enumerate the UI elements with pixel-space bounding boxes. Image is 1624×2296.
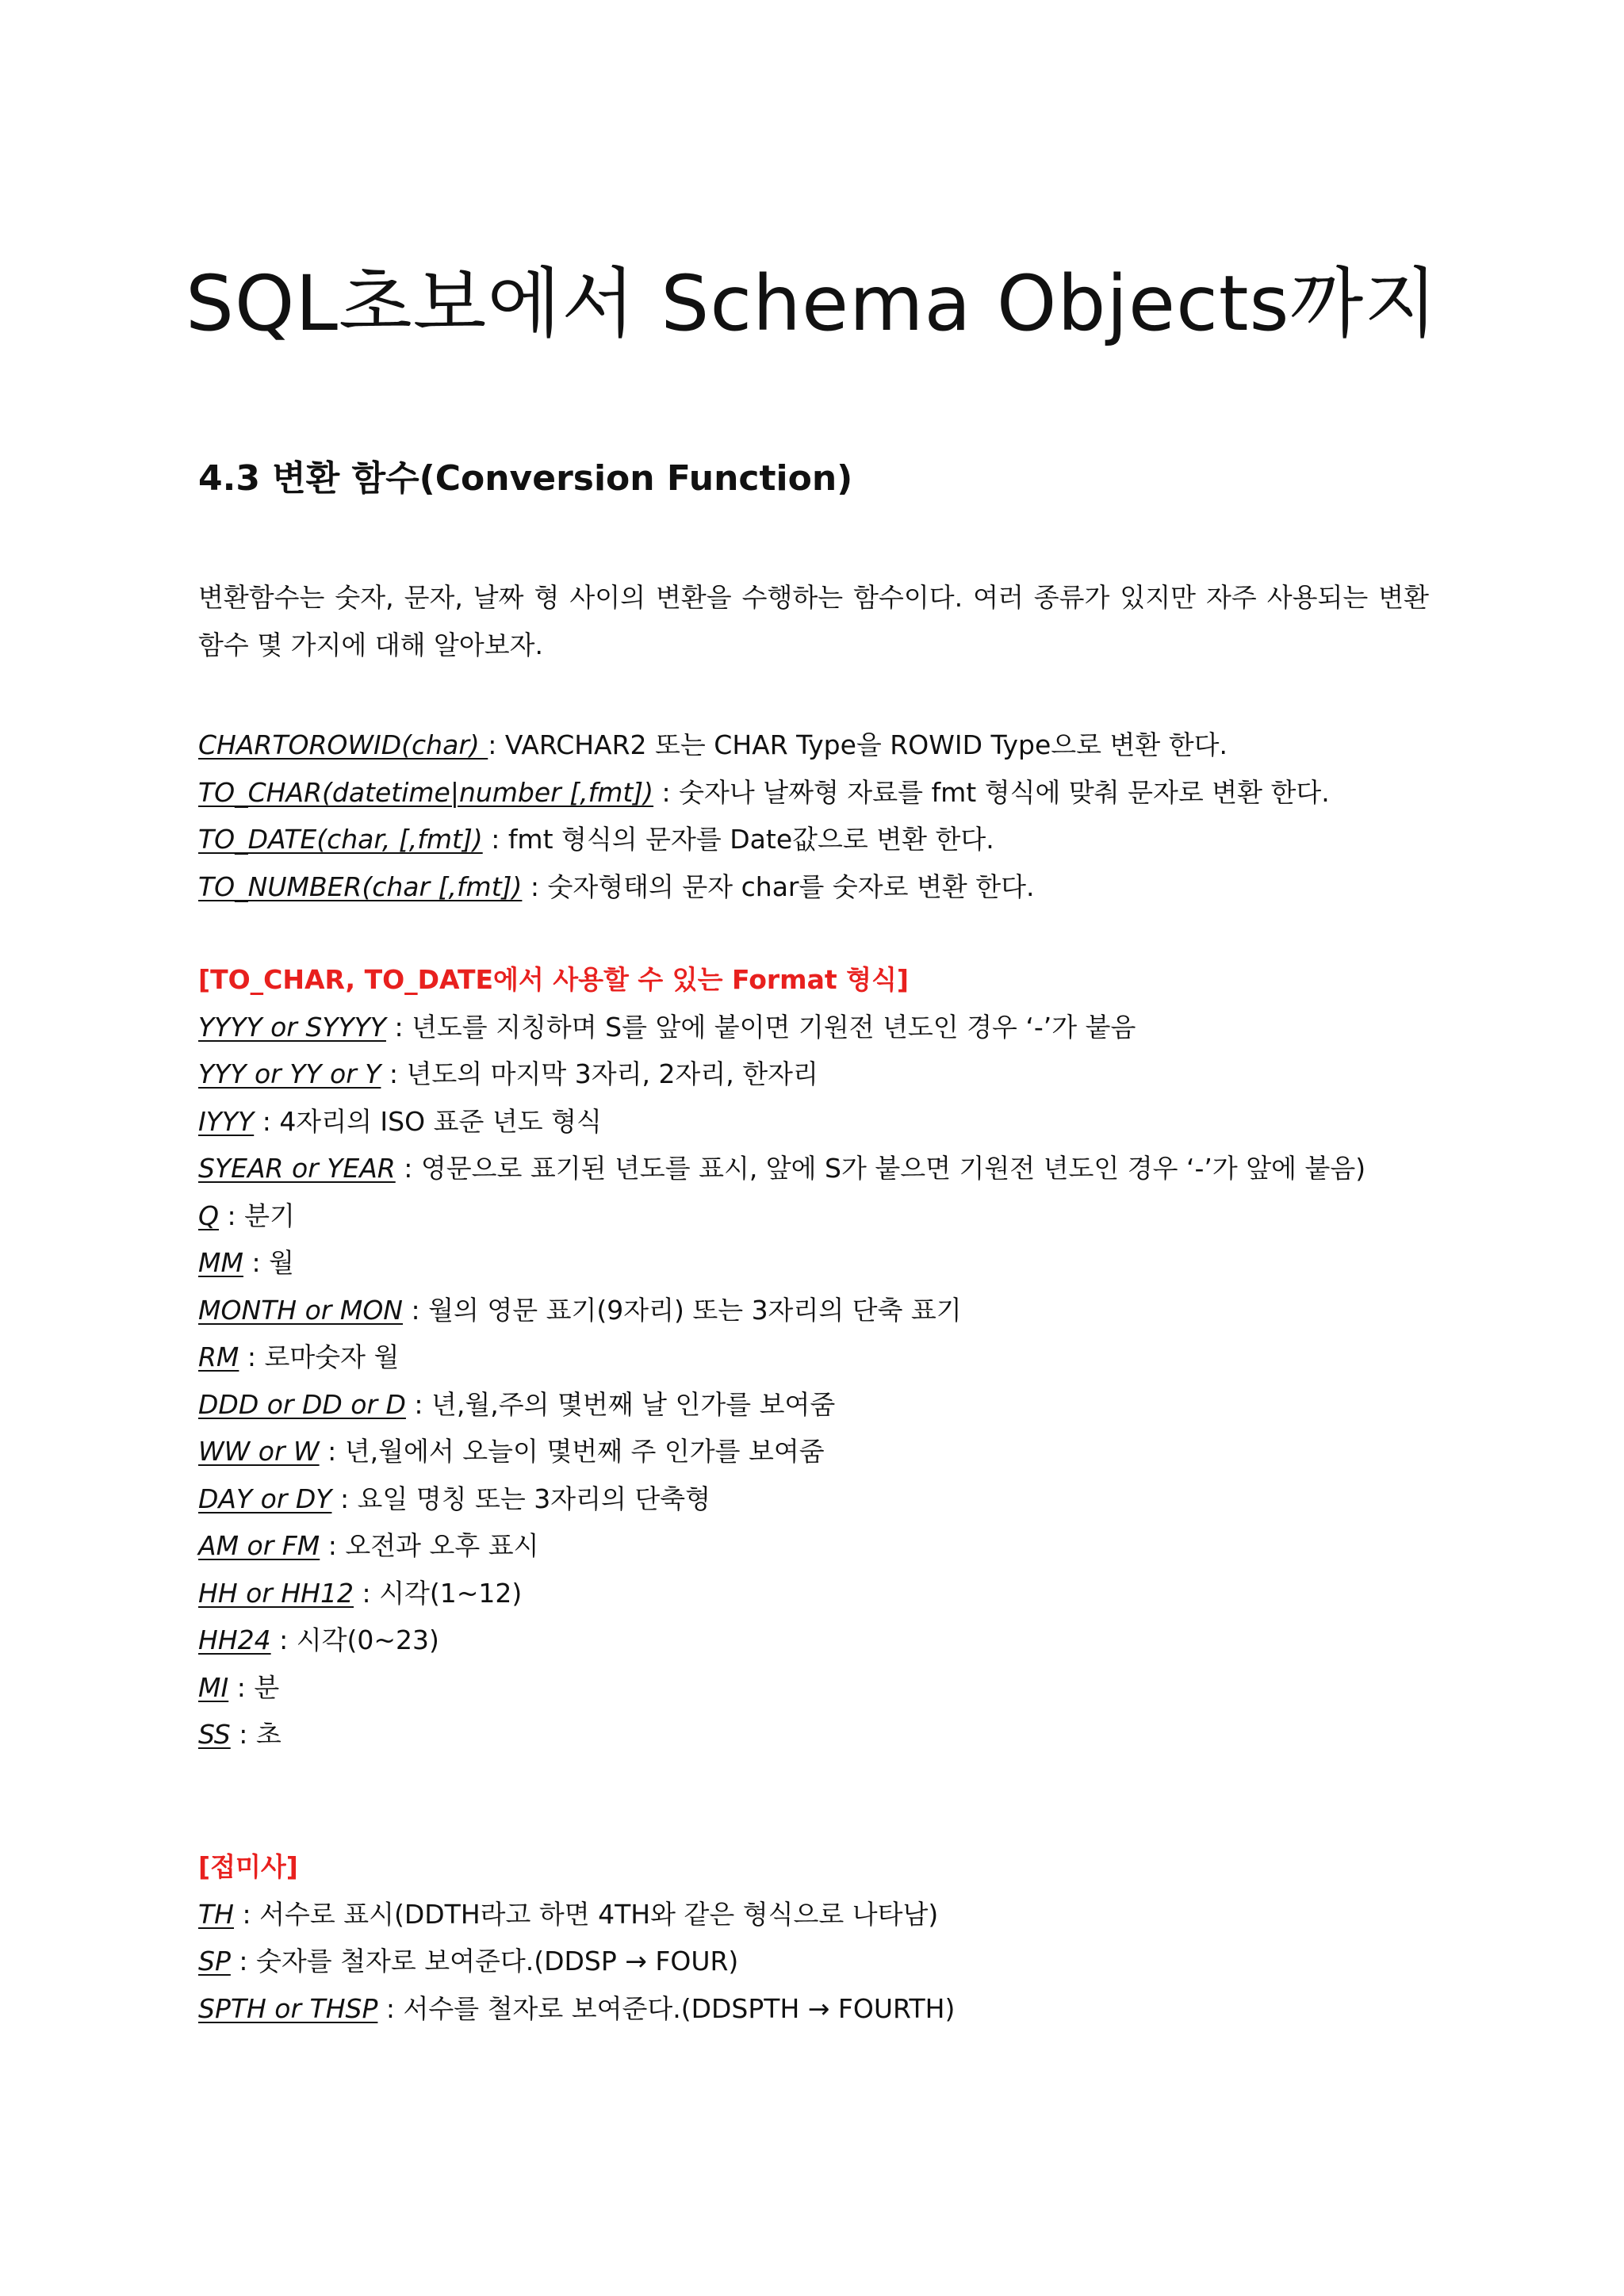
function-term: TO_CHAR(datetime|number [,fmt])	[198, 776, 654, 808]
format-term: MI	[198, 1671, 229, 1703]
function-item	[198, 863, 1435, 911]
function-item	[198, 721, 1435, 769]
format-list	[198, 956, 1435, 1758]
function-item	[198, 816, 1435, 863]
format-term: DDD or DD or D	[198, 1388, 406, 1420]
format-item	[198, 1098, 1435, 1146]
format-term: WW or W	[198, 1436, 320, 1467]
format-desc: : 요일 명칭 또는 3자리의 단축형	[331, 1483, 711, 1514]
format-item	[198, 1617, 1435, 1664]
format-term: DAY or DY	[198, 1483, 332, 1514]
suffix-item	[198, 1985, 1435, 2033]
format-desc: : 년도의 마지막 3자리, 2자리, 한자리	[381, 1058, 818, 1089]
suffix-term: SPTH or THSP	[198, 1992, 378, 2024]
format-term: IYYY	[198, 1105, 255, 1137]
format-desc: : 분	[228, 1671, 280, 1703]
format-desc: : 분기	[218, 1200, 295, 1231]
format-item	[198, 1570, 1435, 1617]
format-desc: : 월의 영문 표기(9자리) 또는 3자리의 단축 표기	[402, 1294, 962, 1326]
suffix-desc: : 서수를 철자로 보여준다.(DDSPTH → FOURTH)	[377, 1992, 956, 2024]
format-term: SYEAR or YEAR	[198, 1153, 396, 1184]
format-desc: : 월	[243, 1247, 294, 1278]
format-desc: : 초	[230, 1719, 282, 1750]
format-item	[198, 1428, 1435, 1475]
format-term: Q	[198, 1200, 219, 1231]
intro-paragraph: 변환함수는 숫자, 문자, 날짜 형 사이의 변환을 수행하는 함수이다. 여러 종류가 있지만 자주 사용되는 변환 함수 몇 가지에 대해 알아보자.	[198, 582, 1429, 660]
format-desc: : 영문으로 표기된 년도를 표시, 앞에 S가 붙으면 기원전 년도인 경우 ‘-’가 앞에 붙음)	[395, 1153, 1366, 1184]
function-term: TO_DATE(char, [,fmt])	[198, 824, 483, 855]
function-list	[198, 721, 1435, 910]
format-term: YYYY or SYYYY	[198, 1011, 386, 1043]
function-term: CHARTOROWID(char)	[198, 729, 488, 760]
format-desc: : 시각(1~12)	[354, 1577, 523, 1609]
format-item	[198, 1475, 1435, 1523]
function-desc: : 숫자형태의 문자 char를 숫자로 변환 한다.	[522, 871, 1035, 902]
format-term: YYY or YY or Y	[198, 1058, 381, 1089]
suffix-list	[198, 1843, 1435, 2032]
function-desc: : 숫자나 날짜형 자료를 fmt 형식에 맞춰 문자로 변환 한다.	[653, 776, 1330, 808]
format-desc: : 년,월,주의 몇번째 날 인가를 보여줌	[405, 1388, 836, 1420]
format-desc: : 시각(0~23)	[270, 1624, 439, 1655]
suffix-item	[198, 1891, 1435, 1938]
function-term: TO_NUMBER(char [,fmt])	[198, 871, 523, 902]
suffix-heading: [접미사]	[198, 1851, 298, 1882]
function-desc: : VARCHAR2 또는 CHAR Type을 ROWID Type으로 변환 한다.	[488, 729, 1228, 760]
suffix-term: TH	[198, 1898, 234, 1930]
function-desc: : fmt 형식의 문자를 Date값으로 변환 한다.	[482, 824, 994, 855]
format-desc: : 오전과 오후 표시	[320, 1530, 539, 1561]
section-heading: 4.3 변환 함수(Conversion Function)	[198, 458, 853, 499]
suffix-desc: : 서수로 표시(DDTH라고 하면 4TH와 같은 형식으로 나타남)	[233, 1898, 939, 1930]
format-item	[198, 1287, 1435, 1334]
format-item	[198, 1050, 1435, 1098]
suffix-item	[198, 1938, 1435, 1985]
format-desc: : 년,월에서 오늘이 몇번째 주 인가를 보여줌	[319, 1436, 825, 1467]
format-desc: : 년도를 지칭하며 S를 앞에 붙이면 기원전 년도인 경우 ‘-’가 붙음	[385, 1011, 1136, 1043]
document-title: SQL초보에서 Schema Objects까지	[185, 259, 1439, 348]
format-term: RM	[198, 1341, 239, 1372]
format-term: AM or FM	[198, 1530, 320, 1561]
format-desc: : 4자리의 ISO 표준 년도 형식	[254, 1105, 602, 1137]
format-item	[198, 1239, 1435, 1287]
format-item	[198, 1381, 1435, 1429]
format-heading: [TO_CHAR, TO_DATE에서 사용할 수 있는 Format 형식]	[198, 964, 909, 995]
suffix-desc: : 숫자를 철자로 보여준다.(DDSP → FOUR)	[230, 1946, 739, 1976]
function-item	[198, 769, 1435, 817]
format-item	[198, 1664, 1435, 1712]
format-desc: : 로마숫자 월	[239, 1341, 400, 1372]
format-term: HH24	[198, 1624, 271, 1655]
format-item	[198, 1145, 1435, 1192]
format-item	[198, 1522, 1435, 1570]
format-term: MONTH or MON	[198, 1294, 403, 1326]
format-item	[198, 1004, 1435, 1051]
format-term: SS	[198, 1719, 231, 1750]
format-item	[198, 1192, 1435, 1240]
format-item	[198, 1711, 1435, 1758]
suffix-term: SP	[198, 1946, 231, 1976]
format-term: HH or HH12	[198, 1577, 354, 1609]
format-item	[198, 1334, 1435, 1381]
format-term: MM	[198, 1247, 243, 1278]
